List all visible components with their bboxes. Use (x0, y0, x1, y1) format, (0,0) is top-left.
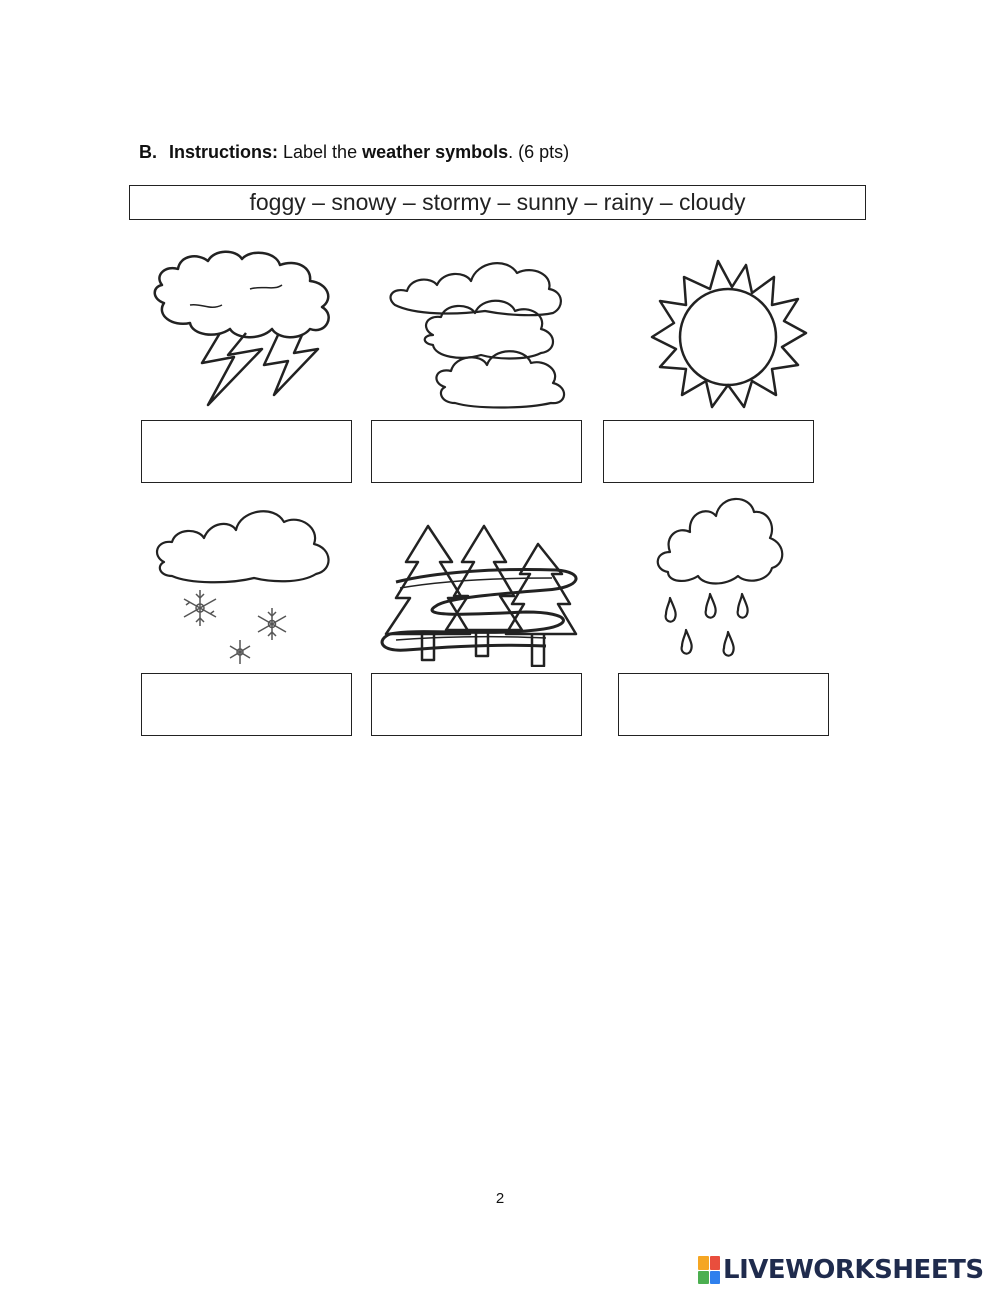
instructions-emphasis: weather symbols (362, 142, 509, 162)
page-number: 2 (495, 1190, 505, 1207)
answer-box-2[interactable] (371, 420, 582, 483)
answer-box-5[interactable] (371, 673, 582, 736)
word-bank: foggy – snowy – stormy – sunny – rainy – cloudy (129, 185, 866, 220)
answer-box-6[interactable] (618, 673, 829, 736)
storm-cloud-icon (150, 245, 360, 415)
answer-box-1[interactable] (141, 420, 352, 483)
liveworksheets-logo (698, 1254, 984, 1286)
logo-mark-icon (698, 1256, 720, 1284)
instructions-label: Instructions: (169, 142, 279, 162)
sun-icon (648, 255, 808, 415)
snow-cloud-icon (150, 500, 350, 670)
rain-cloud-icon (650, 490, 790, 670)
section-letter: B. (139, 142, 157, 162)
brand-name: LIVEWORKSHEETS (723, 1255, 984, 1285)
instructions-text-after: . (6 pts) (508, 142, 570, 162)
instructions-text-before: Label the (278, 142, 363, 162)
answer-box-4[interactable] (141, 673, 352, 736)
fog-trees-icon (376, 522, 586, 667)
answer-box-3[interactable] (603, 420, 814, 483)
clouds-icon (385, 255, 580, 415)
instructions (139, 142, 569, 163)
